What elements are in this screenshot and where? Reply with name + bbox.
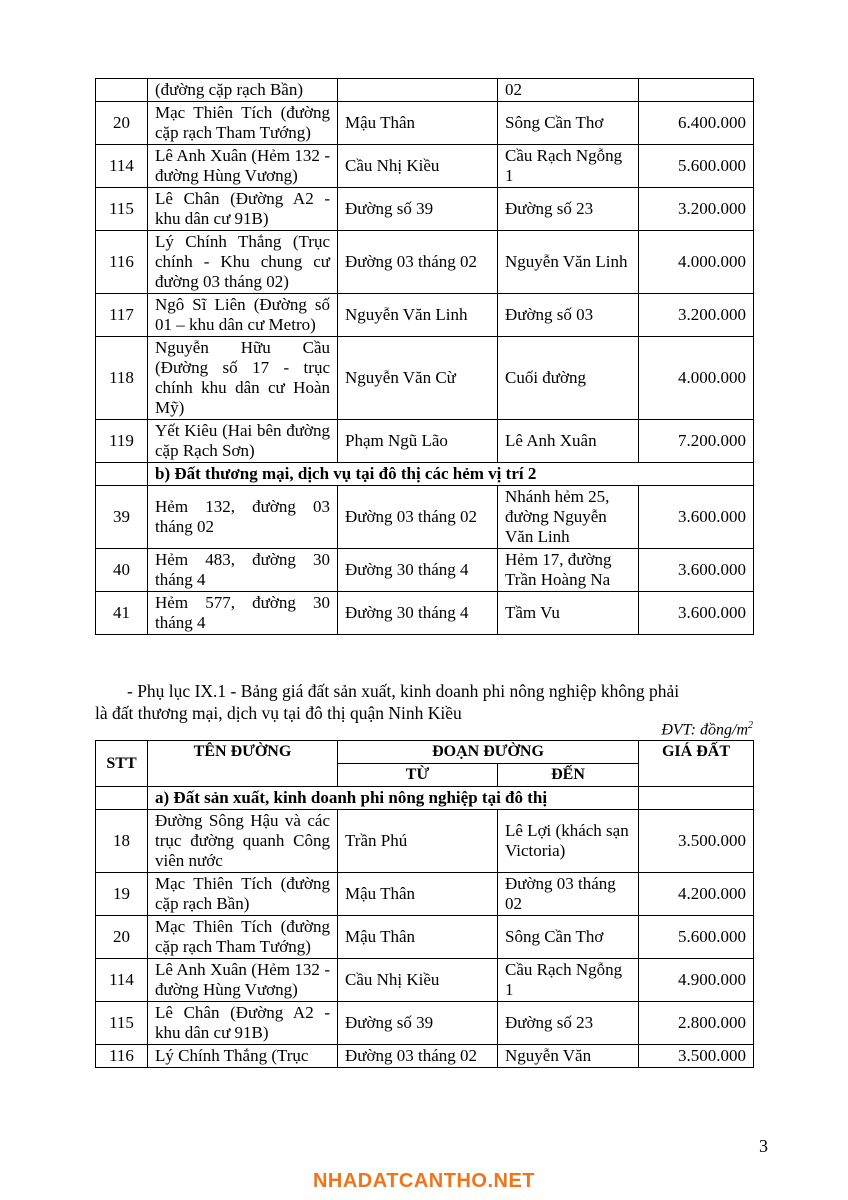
table-row — [96, 873, 754, 916]
cell-from: Nguyễn Văn Cừ — [338, 337, 498, 420]
cell-name: Lê Chân (Đường A2 - khu dân cư 91B) — [148, 188, 338, 231]
cell-name: Hẻm 483, đường 30 tháng 4 — [148, 549, 338, 592]
cell-to: Cuối đường — [498, 337, 639, 420]
header-segment: ĐOẠN ĐƯỜNG — [338, 741, 639, 764]
cell-to: Đường 03 tháng 02 — [498, 873, 639, 916]
cell-price: 3.200.000 — [639, 188, 754, 231]
header-name: TÊN ĐƯỜNG — [148, 741, 338, 787]
cell-price: 3.600.000 — [639, 549, 754, 592]
cell-from: Mậu Thân — [338, 102, 498, 145]
cell-from: Đường 30 tháng 4 — [338, 549, 498, 592]
table-row — [96, 79, 754, 102]
footer-watermark: NHADATCANTHO.NET — [312, 1170, 536, 1192]
header-price: GIÁ ĐẤT — [639, 741, 754, 787]
cell-to: Sông Cần Thơ — [498, 916, 639, 959]
cell-from: Cầu Nhị Kiều — [338, 145, 498, 188]
cell-to: Đường số 03 — [498, 294, 639, 337]
cell-from: Đường 03 tháng 02 — [338, 231, 498, 294]
table-row — [96, 486, 754, 549]
section-title: a) Đất sản xuất, kinh doanh phi nông nghiệp tại đô thị — [148, 787, 639, 810]
cell-price: 2.800.000 — [639, 1002, 754, 1045]
table-header — [96, 741, 754, 787]
cell-name: Lê Anh Xuân (Hẻm 132 - đường Hùng Vương) — [148, 959, 338, 1002]
cell-from: Cầu Nhị Kiều — [338, 959, 498, 1002]
cell-to: Nguyễn Văn Linh — [498, 231, 639, 294]
cell-from: Mậu Thân — [338, 873, 498, 916]
cell-from: Đường số 39 — [338, 1002, 498, 1045]
cell-stt: 39 — [96, 486, 148, 549]
section-header — [96, 787, 754, 810]
cell-name: Hẻm 577, đường 30 tháng 4 — [148, 592, 338, 635]
cell-from — [338, 79, 498, 102]
cell-from: Đường 03 tháng 02 — [338, 486, 498, 549]
table-row — [96, 102, 754, 145]
land-price-table-production — [95, 740, 754, 1068]
cell-price: 3.200.000 — [639, 294, 754, 337]
table-row — [96, 1002, 754, 1045]
cell-from: Trần Phú — [338, 810, 498, 873]
cell-name: Lý Chính Thắng (Trục — [148, 1045, 338, 1068]
cell-stt: 115 — [96, 1002, 148, 1045]
cell-price: 5.600.000 — [639, 916, 754, 959]
cell-name: Nguyễn Hữu Cầu (Đường số 17 - trục chính khu dân cư Hoàn Mỹ) — [148, 337, 338, 420]
cell-to: Tầm Vu — [498, 592, 639, 635]
cell-price: 4.900.000 — [639, 959, 754, 1002]
cell-to: Nguyễn Văn — [498, 1045, 639, 1068]
table-row — [96, 592, 754, 635]
cell-stt: 119 — [96, 420, 148, 463]
cell-stt: 118 — [96, 337, 148, 420]
cell-stt: 115 — [96, 188, 148, 231]
cell-to: Đường số 23 — [498, 188, 639, 231]
cell-stt: 18 — [96, 810, 148, 873]
unit-label: ĐVT: đồng/$m^2$ — [661, 720, 753, 739]
cell-stt: 41 — [96, 592, 148, 635]
cell-name: Mạc Thiên Tích (đường cặp rạch Tham Tướng) — [148, 916, 338, 959]
cell-name: Lý Chính Thắng (Trục chính - Khu chung cư đường 03 tháng 02) — [148, 231, 338, 294]
table-row — [96, 549, 754, 592]
cell-to: Đường số 23 — [498, 1002, 639, 1045]
header-stt: STT — [96, 741, 148, 787]
cell-name: Lê Chân (Đường A2 - khu dân cư 91B) — [148, 1002, 338, 1045]
table-row — [96, 231, 754, 294]
cell-stt: 114 — [96, 959, 148, 1002]
cell-to: Cầu Rạch Ngỗng 1 — [498, 959, 639, 1002]
cell-from: Phạm Ngũ Lão — [338, 420, 498, 463]
cell-to: Sông Cần Thơ — [498, 102, 639, 145]
cell-from: Mậu Thân — [338, 916, 498, 959]
cell-from: Nguyễn Văn Linh — [338, 294, 498, 337]
page-number: 3 — [759, 1136, 768, 1156]
cell-price: 3.600.000 — [639, 486, 754, 549]
cell-stt: 116 — [96, 231, 148, 294]
header-to: ĐẾN — [498, 764, 639, 787]
cell-price: 7.200.000 — [639, 420, 754, 463]
cell-stt: 20 — [96, 102, 148, 145]
cell-price: 4.000.000 — [639, 231, 754, 294]
table-row — [96, 145, 754, 188]
cell-to: Cầu Rạch Ngỗng 1 — [498, 145, 639, 188]
header-from: TỪ — [338, 764, 498, 787]
cell-stt: 40 — [96, 549, 148, 592]
cell-price: 3.500.000 — [639, 1045, 754, 1068]
cell-price: 4.000.000 — [639, 337, 754, 420]
cell-price: 4.200.000 — [639, 873, 754, 916]
table-row — [96, 810, 754, 873]
intro-line: - Phụ lục IX.1 - Bảng giá đất sản xuất, kinh doanh phi nông nghiệp không phải — [127, 681, 680, 701]
table-body — [96, 486, 754, 635]
cell-to: Lê Anh Xuân — [498, 420, 639, 463]
cell-name: Hẻm 132, đường 03 tháng 02 — [148, 486, 338, 549]
table-row — [96, 337, 754, 420]
cell-name: Yết Kiêu (Hai bên đường cặp Rạch Sơn) — [148, 420, 338, 463]
table-row — [96, 420, 754, 463]
cell-name: (đường cặp rạch Bần) — [148, 79, 338, 102]
land-price-table-commercial — [95, 78, 754, 635]
cell-from: Đường số 39 — [338, 188, 498, 231]
section-row — [96, 787, 754, 810]
cell-stt — [96, 79, 148, 102]
table-row — [96, 294, 754, 337]
cell-to: Hẻm 17, đường Trần Hoàng Na — [498, 549, 639, 592]
cell-price: 3.500.000 — [639, 810, 754, 873]
cell-from: Đường 30 tháng 4 — [338, 592, 498, 635]
table-body — [96, 810, 754, 1068]
cell-stt: 117 — [96, 294, 148, 337]
cell-price — [639, 79, 754, 102]
table-row — [96, 916, 754, 959]
cell-price: 6.400.000 — [639, 102, 754, 145]
section-row — [96, 463, 754, 486]
appendix-intro — [95, 680, 753, 724]
table-row — [96, 188, 754, 231]
section-header — [96, 463, 754, 486]
intro-line: là đất thương mại, dịch vụ tại đô thị quận Ninh Kiều — [95, 703, 462, 723]
cell-name: Lê Anh Xuân (Hẻm 132 - đường Hùng Vương) — [148, 145, 338, 188]
cell-from: Đường 03 tháng 02 — [338, 1045, 498, 1068]
cell-name: Đường Sông Hậu và các trục đường quanh Công viên nước — [148, 810, 338, 873]
cell-name: Mạc Thiên Tích (đường cặp rạch Tham Tướng) — [148, 102, 338, 145]
table-body — [96, 79, 754, 463]
table-row — [96, 959, 754, 1002]
cell-name: Mạc Thiên Tích (đường cặp rạch Bần) — [148, 873, 338, 916]
cell-stt: 114 — [96, 145, 148, 188]
cell-price: 5.600.000 — [639, 145, 754, 188]
cell-price: 3.600.000 — [639, 592, 754, 635]
cell-to: Lê Lợi (khách sạn Victoria) — [498, 810, 639, 873]
cell-stt: 116 — [96, 1045, 148, 1068]
cell-stt: 20 — [96, 916, 148, 959]
section-title: b) Đất thương mại, dịch vụ tại đô thị các hẻm vị trí 2 — [148, 463, 754, 486]
cell-name: Ngô Sĩ Liên (Đường số 01 – khu dân cư Metro) — [148, 294, 338, 337]
cell-to: Nhánh hẻm 25, đường Nguyễn Văn Linh — [498, 486, 639, 549]
cell-to: 02 — [498, 79, 639, 102]
table-row — [96, 1045, 754, 1068]
cell-stt: 19 — [96, 873, 148, 916]
